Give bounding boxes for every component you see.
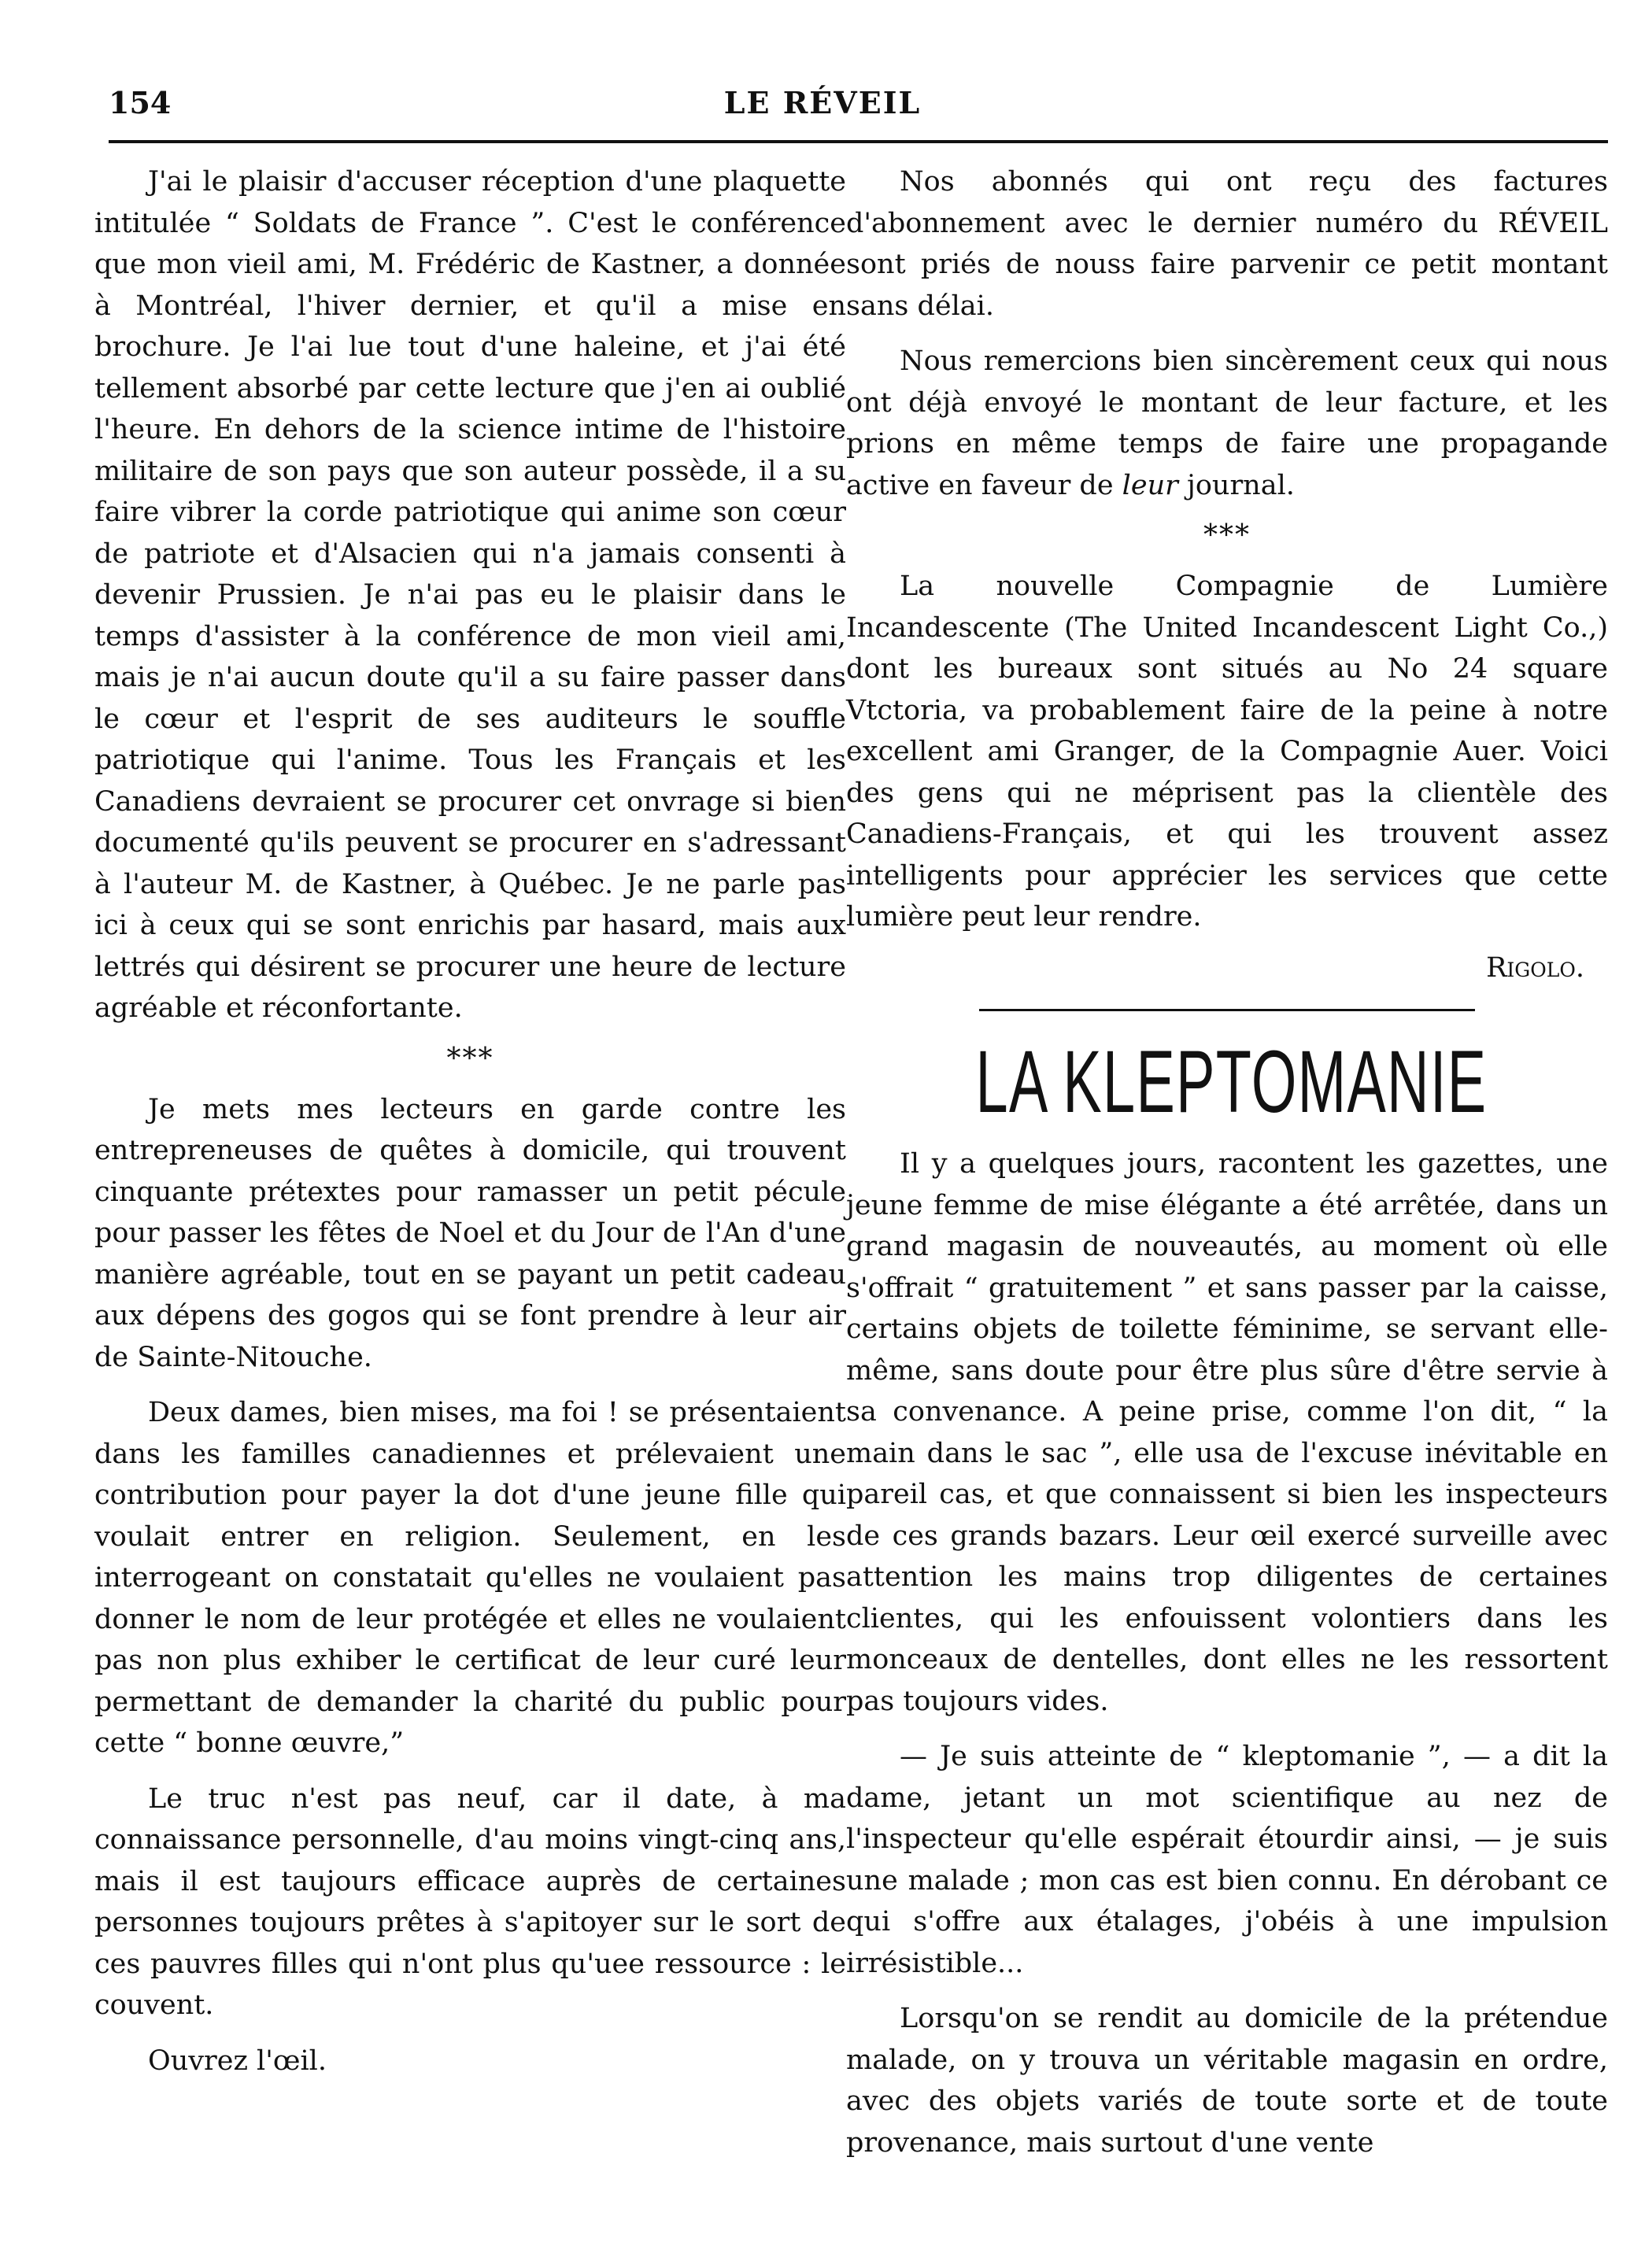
- paragraph-kastner-review: J'ai le plaisir d'accuser réception d'une plaquette intitulée “ Soldats de France ”. C'est le conférence que mon vieil ami, M. Frédéric de Kastner, a donnée à Montréal, l'hiver dernier, et qu'il a mise en brochure. Je l'ai lue tout d'une haleine, et j'ai été tellement absorbé par cette lecture que j'en ai oublié l'heure. En dehors de la science intime de l'histoire militaire de son pays que son auteur possède, il a su faire vibrer la corde patriotique qui anime son cœur de patriote et d'Alsacien qui n'a jamais consenti à devenir Prussien. Je n'ai pas eu le plaisir dans le temps d'assister à la conférence de mon vieil ami, mais je n'ai aucun doute qu'il a su faire passer dans le cœur et l'esprit de ses auditeurs le souffle patriotique qui l'anime. Tous les Français et les Canadiens devraient se procurer cet onvrage si bien documenté qu'ils peuvent se procurer en s'adressant à l'auteur M. de Kastner, à Québec. Je ne parle pas ici à ceux qui se sont enrichis par hasard, mais aux lettrés qui désirent se procurer une heure de lecture agréable et réconfortante.: [94, 166, 846, 1024]
- section-title: LA KLEPTOMANIE: [975, 1032, 1488, 1131]
- right-column: [846, 161, 1608, 2178]
- paragraph-compagnie-lumiere: La nouvelle Compagnie de Lumière Incandescente (The United Incandescent Light Co.,) dont les bureaux sont situés au No 24 square Vtctoria, va probablement faire de la peine à notre excellent ami Granger, de la Compagnie Auer. Voici des gens qui ne méprisent pas la clientèle des Canadiens-Français, et qui les trouvent assez intelligents pour apprécier les services que cette lumière peut leur rendre.: [846, 571, 1608, 933]
- journal-title: LE RÉVEIL: [723, 85, 922, 120]
- paragraph-remerciements: Nous remercions bien sincèrement ceux qui nous ont déjà envoyé le montant de leur facture, et les prions en même temps de faire une propagande active en faveur de leur journal.: [846, 345, 1608, 501]
- paragraph-abonnes: Nos abonnés qui ont reçu des factures d'abonnement avec le dernier numéro du RÉVEIL sont priés de nouss faire parvenir ce petit montant sans délai.: [846, 166, 1608, 322]
- emphasis-leur: leur: [1122, 469, 1178, 501]
- paragraph-deux-dames: Deux dames, bien mises, ma foi ! se présentaient dans les familles canadiennes et prélevaient une contribution pour payer la dot d'une jeune fille qui voulait entrer en religion. Seulement, en les interrogeant on constatait qu'elles ne voulaient pas donner le nom de leur protégée et elles ne voulaient pas non plus exhiber le certificat de leur curé leur permettant de demander la charité du public pour cette “ bonne œuvre,”: [94, 1397, 846, 1759]
- paragraph-ouvrez-loeil: Ouvrez l'œil.: [148, 2045, 327, 2077]
- paragraph-kleptomanie-intro: Il y a quelques jours, racontent les gazettes, une jeune femme de mise élégante a été arrêtée, dans un grand magasin de nouveautés, au moment où elle s'offrait “ gratuitement ” et sans passer par la caisse, certains objets de toilette féminime, se servant elle-même, sans doute pour être plus sûre d'être servie à sa convenance. A peine prise, comme l'on dit, “ la main dans le sac ”, elle usa de l'excuse inévitable en pareil cas, et que connaissent si bien les inspecteurs de ces grands bazars. Leur œil exercé surveille avec attention les mains trop diligentes de certaines clientes, qui les enfouissent volontiers dans les monceaux de dentelles, dont elles ne les ressortent pas toujours vides.: [846, 1148, 1608, 1717]
- left-column: [94, 161, 846, 2096]
- paragraph-le-truc: Le truc n'est pas neuf, car il date, à ma connaissance personnelle, d'au moins vingt-cinq ans, mais il est taujours efficace auprès de certaines personnes toujours prêtes à s'apitoyer sur le sort de ces pauvres filles qui n'ont plus qu'uee ressource : le couvent.: [94, 1782, 846, 2021]
- paragraph-quetes-warning: Je mets mes lecteurs en garde contre les entrepreneuses de quêtes à domicile, qui trouvent cinquante prétextes pour ramasser un petit pécule pour passer les fêtes de Noel et du Jour de l'An d'une manière agréable, tout en se payant un petit cadeau aux dépens des gogos qui se font prendre à leur air de Sainte-Nitouche.: [94, 1093, 846, 1373]
- asterism-divider: ***: [1203, 519, 1251, 552]
- paragraph-kleptomanie-domicile: Lorsqu'on se rendit au domicile de la prétendue malade, on y trouva un véritable magasin en ordre, avec des objets variés de toute sorte et de toute provenance, mais surtout d'une vente: [846, 2003, 1608, 2159]
- section-rule: [979, 1009, 1475, 1011]
- asterism-divider: ***: [446, 1042, 494, 1075]
- signature: Rigolo.: [1486, 951, 1584, 984]
- paragraph-kleptomanie-dialogue: — Je suis atteinte de “ kleptomanie ”, — a dit la dame, jetant un mot scientifique au nez de l'inspecteur qu'elle espérait étourdir ainsi, — je suis une malade ; mon cas est bien connu. En dérobant ce qui s'offre aux étalages, j'obéis à une impulsion irrésistible...: [846, 1741, 1608, 1979]
- page-number: 154: [109, 85, 172, 120]
- header-rule: [109, 140, 1608, 143]
